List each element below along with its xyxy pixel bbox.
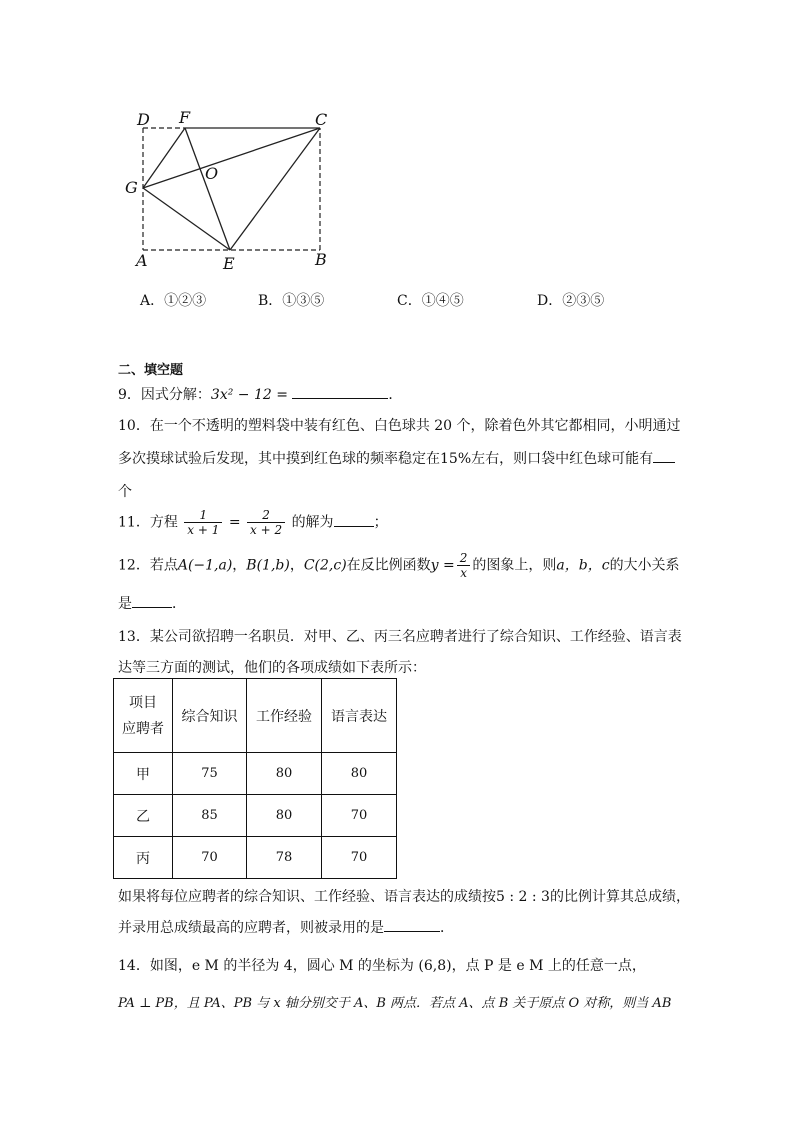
- q13-after-line-2: 并录用总成绩最高的应聘者，则被录用的是: [118, 920, 384, 936]
- segment-FG: [143, 128, 185, 188]
- q12-fraction: [457, 551, 471, 580]
- table-corner-cell: [114, 679, 173, 753]
- corner-top-label: 项目: [129, 694, 157, 711]
- table-row: [114, 753, 397, 795]
- q12-middle-text: 在反比例函数: [346, 557, 431, 574]
- score-cell: 80: [247, 753, 322, 795]
- corner-bottom-label: 应聘者: [122, 720, 164, 737]
- q10-line-2: 多次摸球试验后发现，其中摸到红色球的频率稳定在15%左右，则口袋中红色球可能有: [118, 451, 654, 467]
- question-11: [118, 508, 388, 537]
- choice-letter: B．: [258, 293, 283, 309]
- choice-d[interactable]: [537, 290, 604, 310]
- question-13-after-line-2: [118, 917, 454, 937]
- q13-answer-blank[interactable]: [384, 917, 440, 932]
- q9-answer-blank[interactable]: [292, 384, 388, 399]
- choice-letter: A．: [140, 293, 165, 309]
- label-C: C: [315, 110, 328, 129]
- q10-answer-blank[interactable]: [653, 448, 675, 463]
- q11-answer-blank[interactable]: [334, 512, 374, 527]
- score-cell: 75: [173, 753, 247, 795]
- q11-f1-denominator: x + 1: [187, 523, 220, 537]
- q11-end: ；: [373, 514, 388, 531]
- score-cell: 78: [247, 837, 322, 879]
- q11-equals: =: [228, 514, 241, 531]
- label-B: B: [315, 250, 327, 269]
- choice-letter: C．: [397, 293, 422, 309]
- segment-GE: [143, 188, 230, 250]
- q11-f1-numerator: 1: [184, 508, 222, 523]
- table-row: [114, 795, 397, 837]
- q12-numerator: 2: [457, 551, 471, 566]
- q12-variables: a，b，c: [556, 557, 610, 574]
- q12-point-a: A(−1,a): [177, 557, 233, 574]
- q12-point-b: B(1,b): [246, 557, 290, 574]
- q9-suffix: ．: [388, 387, 403, 403]
- q13-after-line-1: 如果将每位应聘者的综合知识、工作经验、语言表达的成绩按5 : 2 : 3的比例计算其总成绩，: [118, 889, 690, 905]
- q13-line-1: 13．某公司欲招聘一名职员．对甲、乙、丙三名应聘者进行了综合知识、工作经验、语言表: [118, 629, 682, 645]
- score-table: [113, 678, 397, 879]
- choice-value: ②③⑤: [562, 293, 605, 309]
- label-D: D: [137, 110, 150, 129]
- q12-end: ．: [172, 596, 186, 612]
- q12-prefix: 12．若点: [118, 557, 178, 574]
- table-header-cell: 语言表达: [322, 679, 397, 753]
- q11-suffix: 的解为: [291, 514, 334, 531]
- q14-line-1: 14．如图，e M 的半径为 4，圆心 M 的坐标为 (6,8)，点 P 是 e M 上的任意一点，: [118, 958, 646, 974]
- q11-f2-numerator: 2: [247, 508, 285, 523]
- score-cell: 70: [322, 837, 397, 879]
- applicant-name-cell: 丙: [114, 837, 173, 879]
- q9-expression: 3x² − 12 =: [210, 387, 288, 403]
- geometry-figure: [0, 0, 794, 320]
- segment-FE: [185, 128, 230, 250]
- table-header-cell: 工作经验: [247, 679, 322, 753]
- q13-end: ．: [440, 920, 454, 936]
- choice-value: ①②③: [164, 293, 207, 309]
- applicant-name-cell: 甲: [114, 753, 173, 795]
- q11-fraction-right: [247, 508, 285, 537]
- table-row: [114, 837, 397, 879]
- q11-prefix: 11．方程: [118, 514, 178, 531]
- q9-prefix: 9．因式分解：: [118, 387, 211, 403]
- score-cell: 80: [322, 753, 397, 795]
- q12-point-c: C(2,c): [303, 557, 347, 574]
- choice-value: ①③⑤: [282, 293, 325, 309]
- choice-c[interactable]: [397, 290, 464, 310]
- q12-answer-blank[interactable]: [132, 593, 172, 608]
- table-header-row: [114, 679, 397, 753]
- table-header-cell: 综合知识: [173, 679, 247, 753]
- q12-separator: ，: [232, 557, 247, 574]
- q12-denominator: x: [460, 566, 467, 580]
- score-cell: 70: [322, 795, 397, 837]
- score-cell: 70: [173, 837, 247, 879]
- label-F: F: [179, 108, 191, 127]
- label-E: E: [223, 254, 235, 273]
- q13-line-2: 达等三方面的测试，他们的各项成绩如下表所示：: [118, 660, 426, 676]
- q12-line-2: 是: [118, 596, 132, 612]
- segment-EC: [230, 128, 320, 250]
- question-12-line-2: [118, 593, 186, 613]
- q12-tail: 的图象上，则: [472, 557, 557, 574]
- q11-f2-denominator: x + 2: [250, 523, 283, 537]
- q10-line-3: 个: [118, 484, 132, 500]
- score-cell: 80: [247, 795, 322, 837]
- question-12: [118, 551, 680, 580]
- q12-function-y: y =: [430, 557, 455, 574]
- choice-value: ①④⑤: [421, 293, 464, 309]
- choice-letter: D．: [537, 293, 563, 309]
- choice-b[interactable]: [258, 290, 324, 310]
- q12-separator: ，: [289, 557, 304, 574]
- section-title: 二、填空题: [118, 363, 184, 378]
- applicant-name-cell: 乙: [114, 795, 173, 837]
- segment-GC: [143, 128, 320, 188]
- q11-fraction-left: [184, 508, 222, 537]
- label-O: O: [205, 164, 219, 183]
- q12-tail-2: 的大小关系: [609, 557, 680, 574]
- question-10-line-2: [118, 448, 675, 468]
- score-cell: 85: [173, 795, 247, 837]
- choice-a[interactable]: [140, 290, 206, 310]
- q10-line-1: 10．在一个不透明的塑料袋中装有红色、白色球共 20 个，除着色外其它都相同，小明通过: [118, 418, 681, 434]
- label-G: G: [125, 178, 138, 197]
- label-A: A: [136, 251, 148, 270]
- q14-line-2: PA ⊥ PB，且 PA、PB 与 x 轴分别交于 A、B 两点．若点 A、点 B 关于原点 O 对称，则当 AB: [118, 996, 672, 1011]
- question-9: [118, 384, 402, 404]
